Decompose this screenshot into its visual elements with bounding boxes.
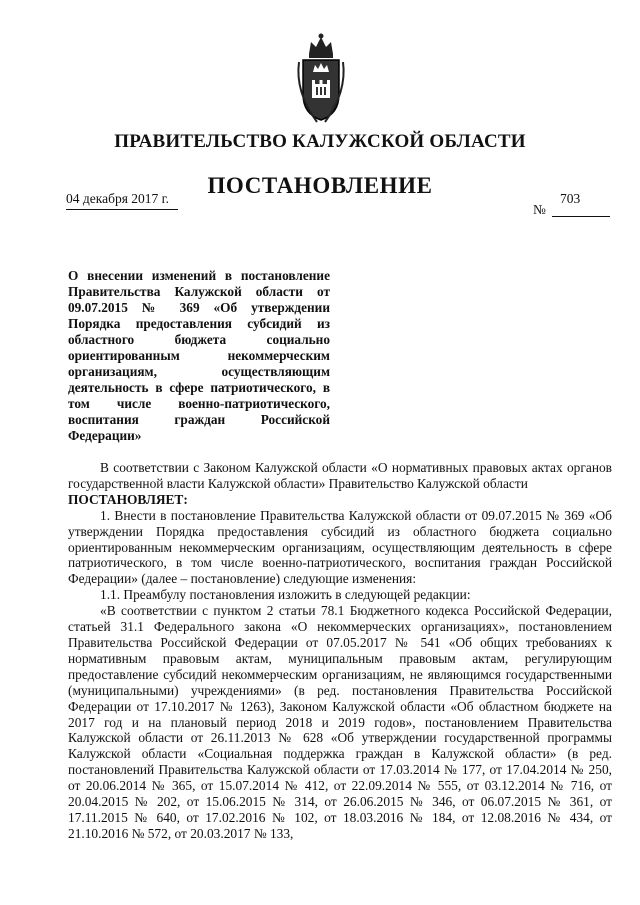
item-1: 1. Внести в постановление Правительства Калужской области от 09.07.2015 № 369 «Об утверждении Порядка предоставления субсидий из областного бюджета социально ориентированным некоммерческим организациям, осуществляющим деятельность в сфере патриотического, в том числе военно-патриотического, воспитания граждан Российской Федерации» (далее – постановление) следующие изменения: (68, 507, 612, 587)
intro-paragraph: В соответствии с Законом Калужской области «О нормативных правовых актах органов государственной власти Калужской области» Правительство Калужской области (68, 460, 612, 491)
coat-of-arms-icon (293, 32, 349, 124)
item-1-1: 1.1. Преамбулу постановления изложить в следующей редакции: (100, 587, 471, 603)
document-number: 703 (560, 191, 581, 206)
number-underline (552, 216, 610, 217)
quoted-preamble: «В соответствии с пунктом 2 статьи 78.1 Бюджетного кодекса Российской Федерации, статьей 31.1 Федерального закона «О некоммерческих организациях», постановлением Правительства Российской Федерации от 07.05.2017 № 541 «Об общих требованиях к нормативным правовым актам, муниципальным правовым актам, регулирующим предоставление субсидий некоммерческим организациям, не являющимся государственными (муниципальными) учреждениями» (в ред. постановления Правительства Российской Федерации от 17.10.2017 № 1263), Законом Калужской области «Об областном бюджете на 2017 год и на плановый период 2018 и 2019 годов», постановлением Правительства Калужской области от 26.11.2013 № 628 «Об утверждении государственной программы Калужской области «Социальная поддержка граждан в Калужской области» (в ред. постановлений Правительства Калужской области от 17.03.2014 № 177, от 17.04.2014 № 250, от 20.06.2014 № 365, от 15.07.2014 № 412, от 22.09.2014 № 555, от 03.12.2014 № 716, от 20.04.2015 № 202, от 15.06.2015 № 314, от 26.06.2015 № 346, от 06.07.2015 № 361, от 17.11.2015 № 640, от 17.02.2016 № 102, от 18.03.2016 № 184, от 12.08.2016 № 434, от 21.10.2016 № 572, от 20.03.2017 № 133, (68, 603, 612, 841)
number-sign: № (533, 202, 546, 217)
document-body (68, 460, 612, 842)
document-subject: О внесении изменений в постановление Правительства Калужской области от 09.07.2015 № 369 «Об утверждении Порядка предоставления субсидий из областного бюджета социально ориентированным некоммерческим организациям, осуществляющим деятельность в сфере патриотического, в том числе военно-патриотического, воспитания граждан Российской Федерации» (68, 268, 330, 443)
organization-title: ПРАВИТЕЛЬСТВО КАЛУЖСКОЙ ОБЛАСТИ (114, 131, 526, 152)
resolves-heading: ПОСТАНОВЛЯЕТ: (68, 491, 188, 507)
document-type: ПОСТАНОВЛЕНИЕ (207, 173, 433, 198)
document-date: 04 декабря 2017 г. (66, 191, 178, 210)
